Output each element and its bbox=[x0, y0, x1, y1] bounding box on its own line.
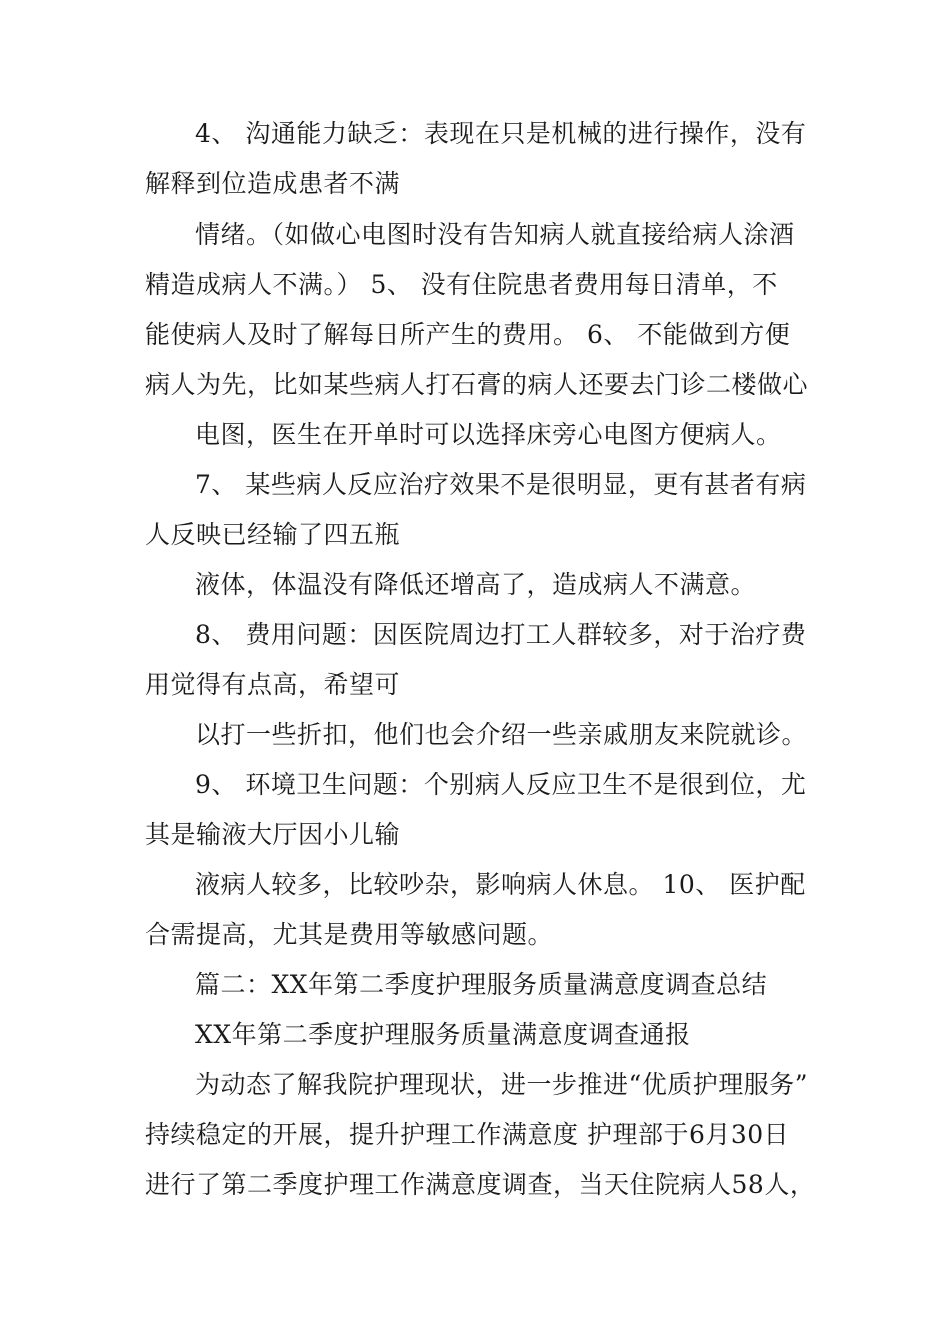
text-line: 液体，体温没有降低还增高了，造成病人不满意。 bbox=[195, 570, 757, 599]
section-title: XX年第二季度护理服务质量满意度调查通报 bbox=[195, 1020, 691, 1049]
text-line: 能使病人及时了解每日所产生的费用。 6、 不能做到方便 bbox=[145, 320, 791, 349]
text-line: 精造成病人不满。） 5、 没有住院患者费用每日清单，不 bbox=[145, 270, 778, 299]
text-line: 解释到位造成患者不满 bbox=[145, 169, 401, 198]
text-line: 为动态了解我院护理现状，进一步推进“优质护理服务” bbox=[195, 1070, 809, 1099]
text-line: 情绪。（如做心电图时没有告知病人就直接给病人涂酒 bbox=[195, 220, 795, 249]
text-line: 病人为先，比如某些病人打石膏的病人还要去门诊二楼做心 bbox=[145, 370, 809, 399]
text-line: 持续稳定的开展，提升护理工作满意度 护理部于6月30日 bbox=[145, 1120, 790, 1149]
section-heading: 篇二：XX年第二季度护理服务质量满意度调查总结 bbox=[195, 970, 768, 999]
text-line: 用觉得有点高，希望可 bbox=[145, 670, 401, 699]
text-line: 9、 环境卫生问题：个别病人反应卫生不是很到位，尤 bbox=[195, 770, 807, 799]
text-line: 人反映已经输了四五瓶 bbox=[145, 520, 401, 549]
text-line: 以打一些折扣，他们也会介绍一些亲戚朋友来院就诊。 bbox=[195, 720, 808, 749]
text-line: 进行了第二季度护理工作满意度调查，当天住院病人58人， bbox=[145, 1170, 816, 1199]
text-line: 其是输液大厅因小儿输 bbox=[145, 820, 401, 849]
text-line: 合需提高，尤其是费用等敏感问题。 bbox=[145, 920, 554, 949]
text-line: 7、 某些病人反应治疗效果不是很明显，更有甚者有病 bbox=[195, 470, 807, 499]
text-line: 液病人较多，比较吵杂，影响病人休息。 10、 医护配 bbox=[195, 870, 806, 899]
text-line: 4、 沟通能力缺乏：表现在只是机械的进行操作，没有 bbox=[195, 119, 807, 148]
text-line: 电图，医生在开单时可以选择床旁心电图方便病人。 bbox=[195, 420, 782, 449]
text-line: 8、 费用问题：因医院周边打工人群较多，对于治疗费 bbox=[195, 620, 807, 649]
